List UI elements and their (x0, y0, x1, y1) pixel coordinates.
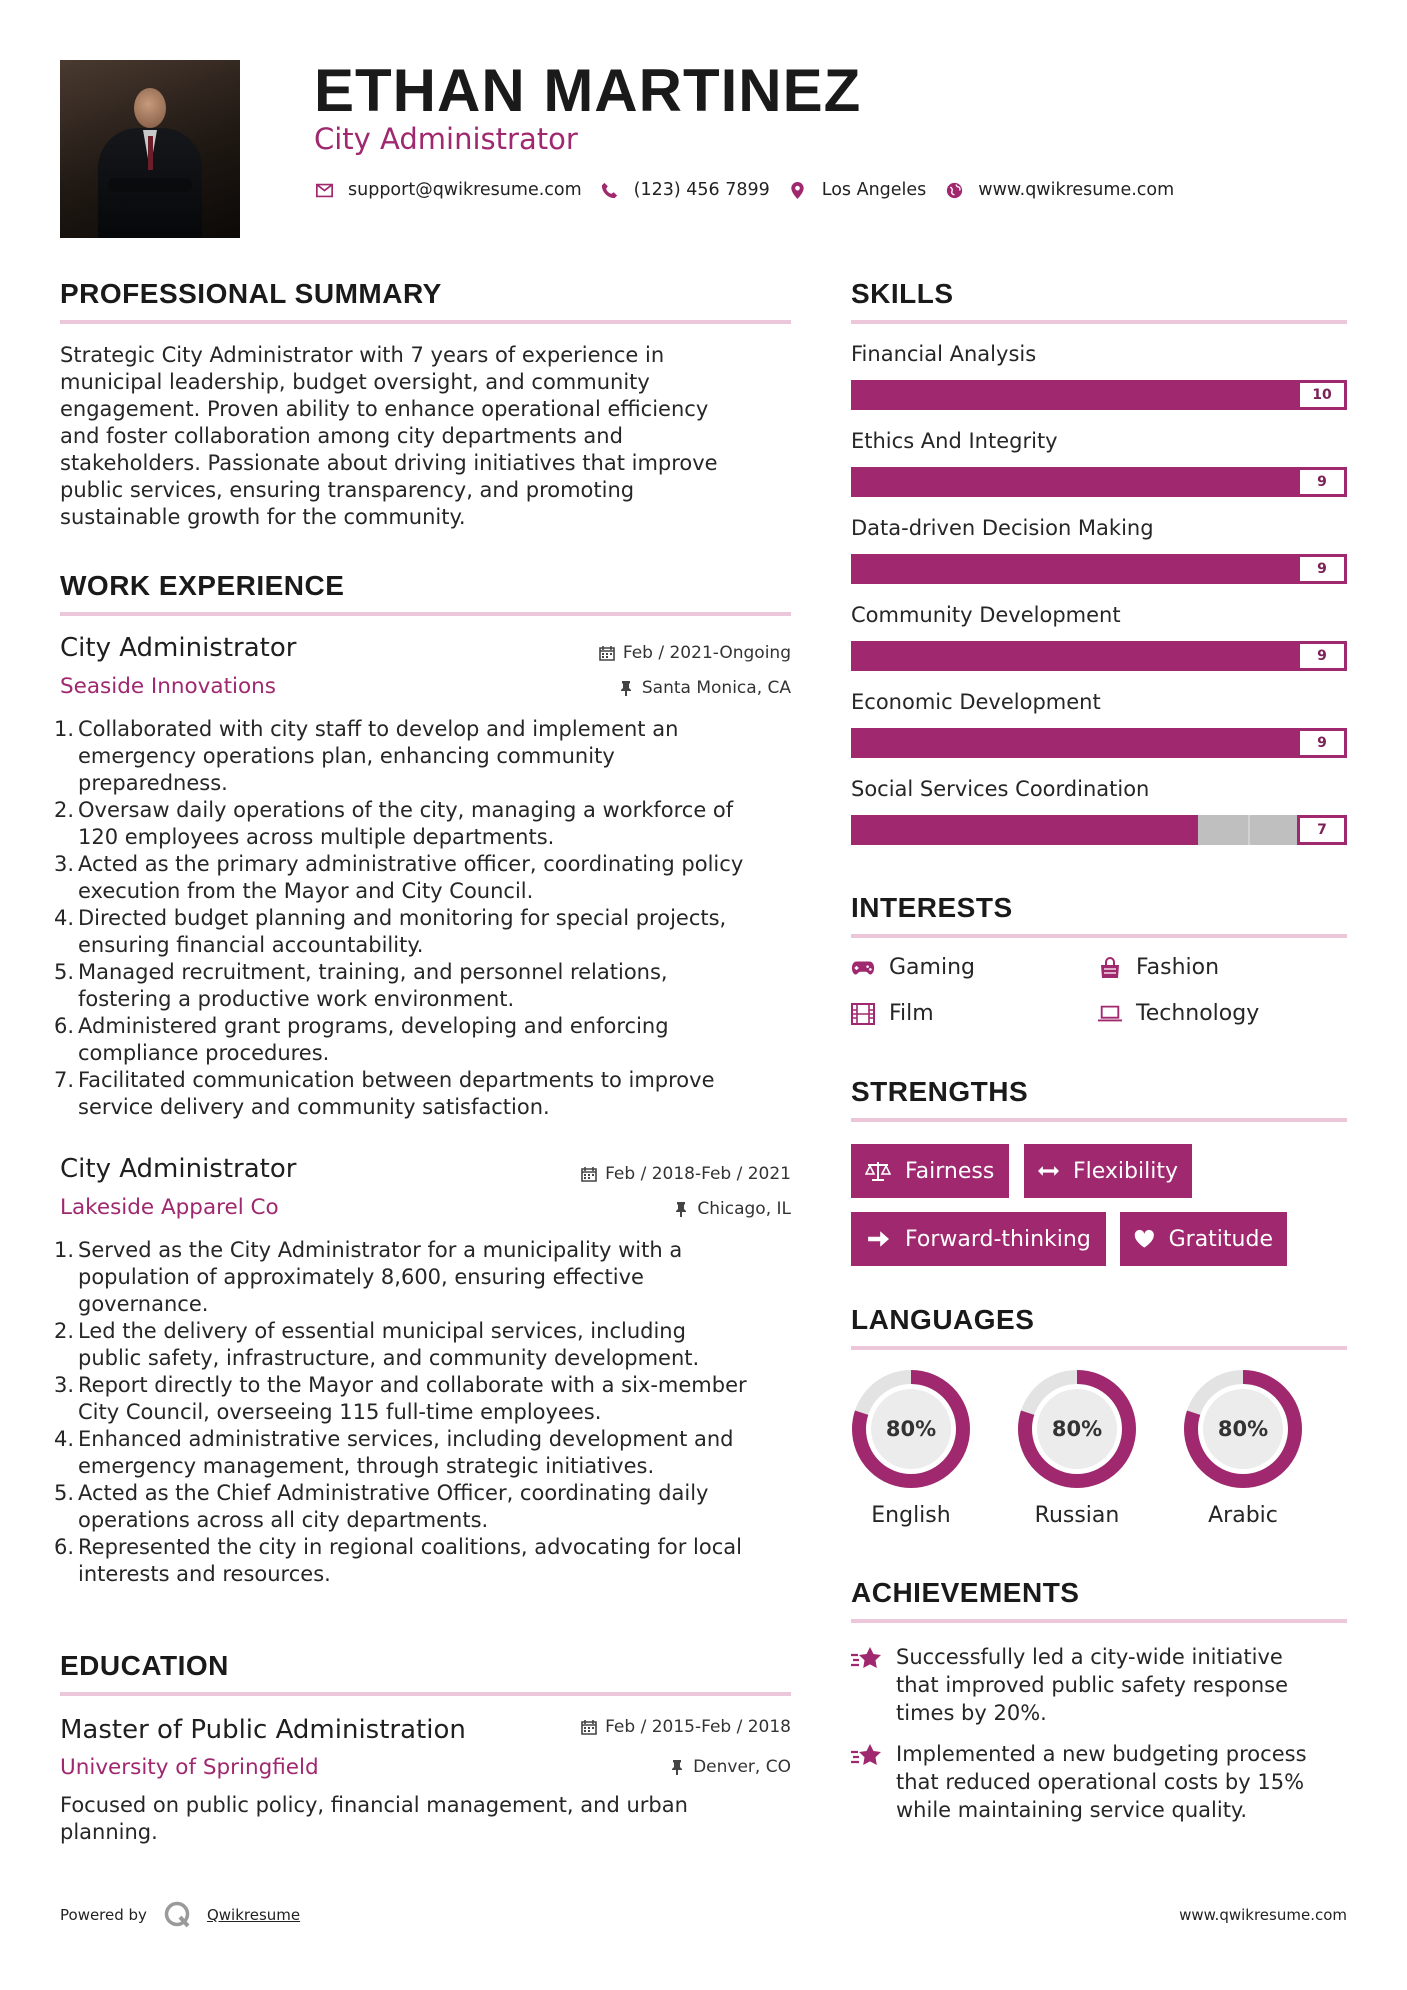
footer-website[interactable]: www.qwikresume.com (1179, 1906, 1347, 1924)
skill-bar (851, 641, 1347, 671)
job-location: Chicago, IL (480, 1199, 791, 1219)
skill-bar (851, 467, 1347, 497)
strength-forward-thinking: Forward-thinking (851, 1212, 1106, 1266)
job-dates: Feb / 2018-Feb / 2021 (480, 1164, 791, 1184)
pushpin-icon (618, 680, 634, 696)
strengths-rule (851, 1118, 1347, 1122)
gamepad-icon (851, 957, 875, 979)
footer-powered-by: Powered by Qwikresume (60, 1900, 300, 1930)
skill-bar-fill (851, 728, 1297, 758)
calendar-icon (599, 645, 615, 661)
list-item: 3. Acted as the primary administrative officer, coordinating policy execution from the Mayor and City Council. (54, 852, 744, 903)
film-icon (851, 1003, 875, 1025)
education-heading: EDUCATION (60, 1650, 229, 1681)
skill-bar-fill (851, 380, 1347, 410)
pushpin-icon (669, 1759, 685, 1775)
achievement-item: Successfully led a city-wide initiative that improved public safety response times by 20%. (896, 1645, 1289, 1725)
languages-rule (851, 1346, 1347, 1350)
interest-gaming: Gaming (851, 955, 975, 980)
star-icon (850, 1645, 884, 1673)
candidate-name: ETHAN MARTINEZ (314, 57, 862, 124)
company-name: Lakeside Apparel Co (60, 1195, 279, 1220)
list-item: 6. Represented the city in regional coalitions, advocating for local interests and resources. (54, 1535, 742, 1586)
achievements-rule (851, 1619, 1347, 1623)
contact-phone[interactable]: (123) 456 7899 (600, 180, 770, 200)
skill-level-value: 9 (1297, 728, 1347, 758)
calendar-icon (581, 1166, 597, 1182)
contact-location: Los Angeles (788, 180, 927, 200)
skill-level-value: 9 (1297, 641, 1347, 671)
interest-fashion: Fashion (1098, 955, 1219, 980)
job-title: City Administrator (60, 1154, 297, 1184)
pushpin-icon (673, 1201, 689, 1217)
globe-icon (944, 180, 964, 200)
skill-bar-fill (851, 641, 1297, 671)
language-item (1015, 1367, 1139, 1528)
strengths-heading: STRENGTHS (851, 1076, 1029, 1107)
list-item: 7. Facilitated communication between departments to improve service delivery and community satisfaction. (54, 1068, 715, 1119)
skill-label: Ethics And Integrity (851, 429, 1058, 453)
achievements-heading: ACHIEVEMENTS (851, 1577, 1080, 1608)
profile-photo (60, 60, 240, 238)
skill-bar-fill (851, 467, 1297, 497)
degree-title: Master of Public Administration (60, 1715, 466, 1745)
skill-label: Economic Development (851, 690, 1101, 714)
languages-heading: LANGUAGES (851, 1304, 1035, 1335)
skill-bar (851, 728, 1347, 758)
qwikresume-link[interactable]: Qwikresume (206, 1906, 301, 1924)
experience-heading: WORK EXPERIENCE (60, 570, 345, 601)
language-percent: 80% (1051, 1417, 1103, 1441)
skill-bar-fill (851, 815, 1198, 845)
experience-rule (60, 612, 791, 616)
school-name: University of Springfield (60, 1755, 319, 1780)
heart-icon (1134, 1228, 1155, 1250)
company-name: Seaside Innovations (60, 674, 276, 699)
skill-bar (851, 554, 1347, 584)
arrows-horizontal-icon (1038, 1160, 1059, 1182)
strength-flexibility: Flexibility (1024, 1144, 1192, 1198)
phone-icon (600, 180, 620, 200)
language-percent: 80% (1217, 1417, 1269, 1441)
candidate-role: City Administrator (314, 122, 578, 156)
skill-level-value: 10 (1297, 380, 1347, 410)
language-item (849, 1367, 973, 1528)
summary-rule (60, 320, 791, 324)
skill-label: Social Services Coordination (851, 777, 1150, 801)
language-name: English (871, 1503, 951, 1528)
contact-email[interactable]: support@qwikresume.com (314, 180, 582, 200)
skills-heading: SKILLS (851, 278, 954, 309)
calendar-icon (581, 1719, 597, 1735)
interests-heading: INTERESTS (851, 892, 1013, 923)
envelope-icon (314, 180, 334, 200)
job-duties (54, 1237, 800, 1588)
list-item: 5. Managed recruitment, training, and personnel relations, fostering a productive work environment. (54, 960, 668, 1011)
skill-bar (851, 380, 1347, 410)
interest-film: Film (851, 1001, 934, 1026)
qwikresume-logo-icon (163, 1900, 193, 1930)
contact-website[interactable]: www.qwikresume.com (944, 180, 1174, 200)
language-name: Arabic (1208, 1503, 1278, 1528)
skill-bar-fill (851, 554, 1297, 584)
education-description: Focused on public policy, financial management, and urban planning. (60, 1793, 688, 1844)
language-name: Russian (1034, 1503, 1120, 1528)
list-item: 3. Report directly to the Mayor and collaborate with a six-member City Council, overseeing 115 full-time employees. (54, 1373, 747, 1424)
list-item: 2. Oversaw daily operations of the city, managing a workforce of 120 employees across multiple departments. (54, 798, 734, 849)
achievement-item: Implemented a new budgeting process that reduced operational costs by 15% while maintaining service quality. (896, 1742, 1307, 1822)
shopping-bag-icon (1098, 957, 1122, 979)
laptop-icon (1098, 1003, 1122, 1025)
job-location: Santa Monica, CA (480, 678, 791, 698)
skill-level-value: 9 (1297, 467, 1347, 497)
list-item: 4. Enhanced administrative services, including development and emergency management, through strategic initiatives. (54, 1427, 734, 1478)
skill-level-value: 7 (1297, 815, 1347, 845)
balance-scale-icon (865, 1160, 891, 1182)
education-rule (60, 1692, 791, 1696)
contact-bar (314, 180, 1192, 200)
star-icon (850, 1742, 884, 1770)
education-location: Denver, CO (480, 1757, 791, 1777)
summary-heading: PROFESSIONAL SUMMARY (60, 278, 442, 309)
language-item (1181, 1367, 1305, 1528)
list-item: 4. Directed budget planning and monitoring for special projects, ensuring financial accountability. (54, 906, 727, 957)
list-item: 2. Led the delivery of essential municipal services, including public safety, infrastructure, and community development. (54, 1319, 700, 1370)
list-item: 5. Acted as the Chief Administrative Officer, coordinating daily operations across all city departments. (54, 1481, 709, 1532)
skill-level-value: 9 (1297, 554, 1347, 584)
skill-label: Community Development (851, 603, 1121, 627)
arrow-right-icon (865, 1228, 891, 1250)
list-item: 1. Collaborated with city staff to develop and implement an emergency operations plan, enhancing community preparedness. (54, 717, 679, 795)
skills-rule (851, 320, 1347, 324)
skill-bar (851, 815, 1347, 845)
list-item: 1. Served as the City Administrator for a municipality with a population of approximately 8,600, ensuring effective governance. (54, 1238, 683, 1316)
language-percent: 80% (885, 1417, 937, 1441)
skill-label: Data-driven Decision Making (851, 516, 1154, 540)
interest-technology: Technology (1098, 1001, 1259, 1026)
map-marker-icon (788, 180, 808, 200)
job-dates: Feb / 2021-Ongoing (480, 643, 791, 663)
strength-fairness: Fairness (851, 1144, 1009, 1198)
education-dates: Feb / 2015-Feb / 2018 (480, 1717, 791, 1737)
skill-label: Financial Analysis (851, 342, 1037, 366)
job-title: City Administrator (60, 633, 297, 663)
interests-rule (851, 934, 1347, 938)
strength-gratitude: Gratitude (1120, 1212, 1287, 1266)
list-item: 6. Administered grant programs, developing and enforcing compliance procedures. (54, 1014, 669, 1065)
summary-text: Strategic City Administrator with 7 years of experience in municipal leadership, budget oversight, and community engagement. Proven ability to enhance operational efficiency and foster collaboration among city departments and stakeholders. Passionate about driving initiatives that improve public services, ensuring transparency, and promoting sustainable growth for the community. (60, 343, 718, 529)
job-duties (54, 716, 800, 1121)
